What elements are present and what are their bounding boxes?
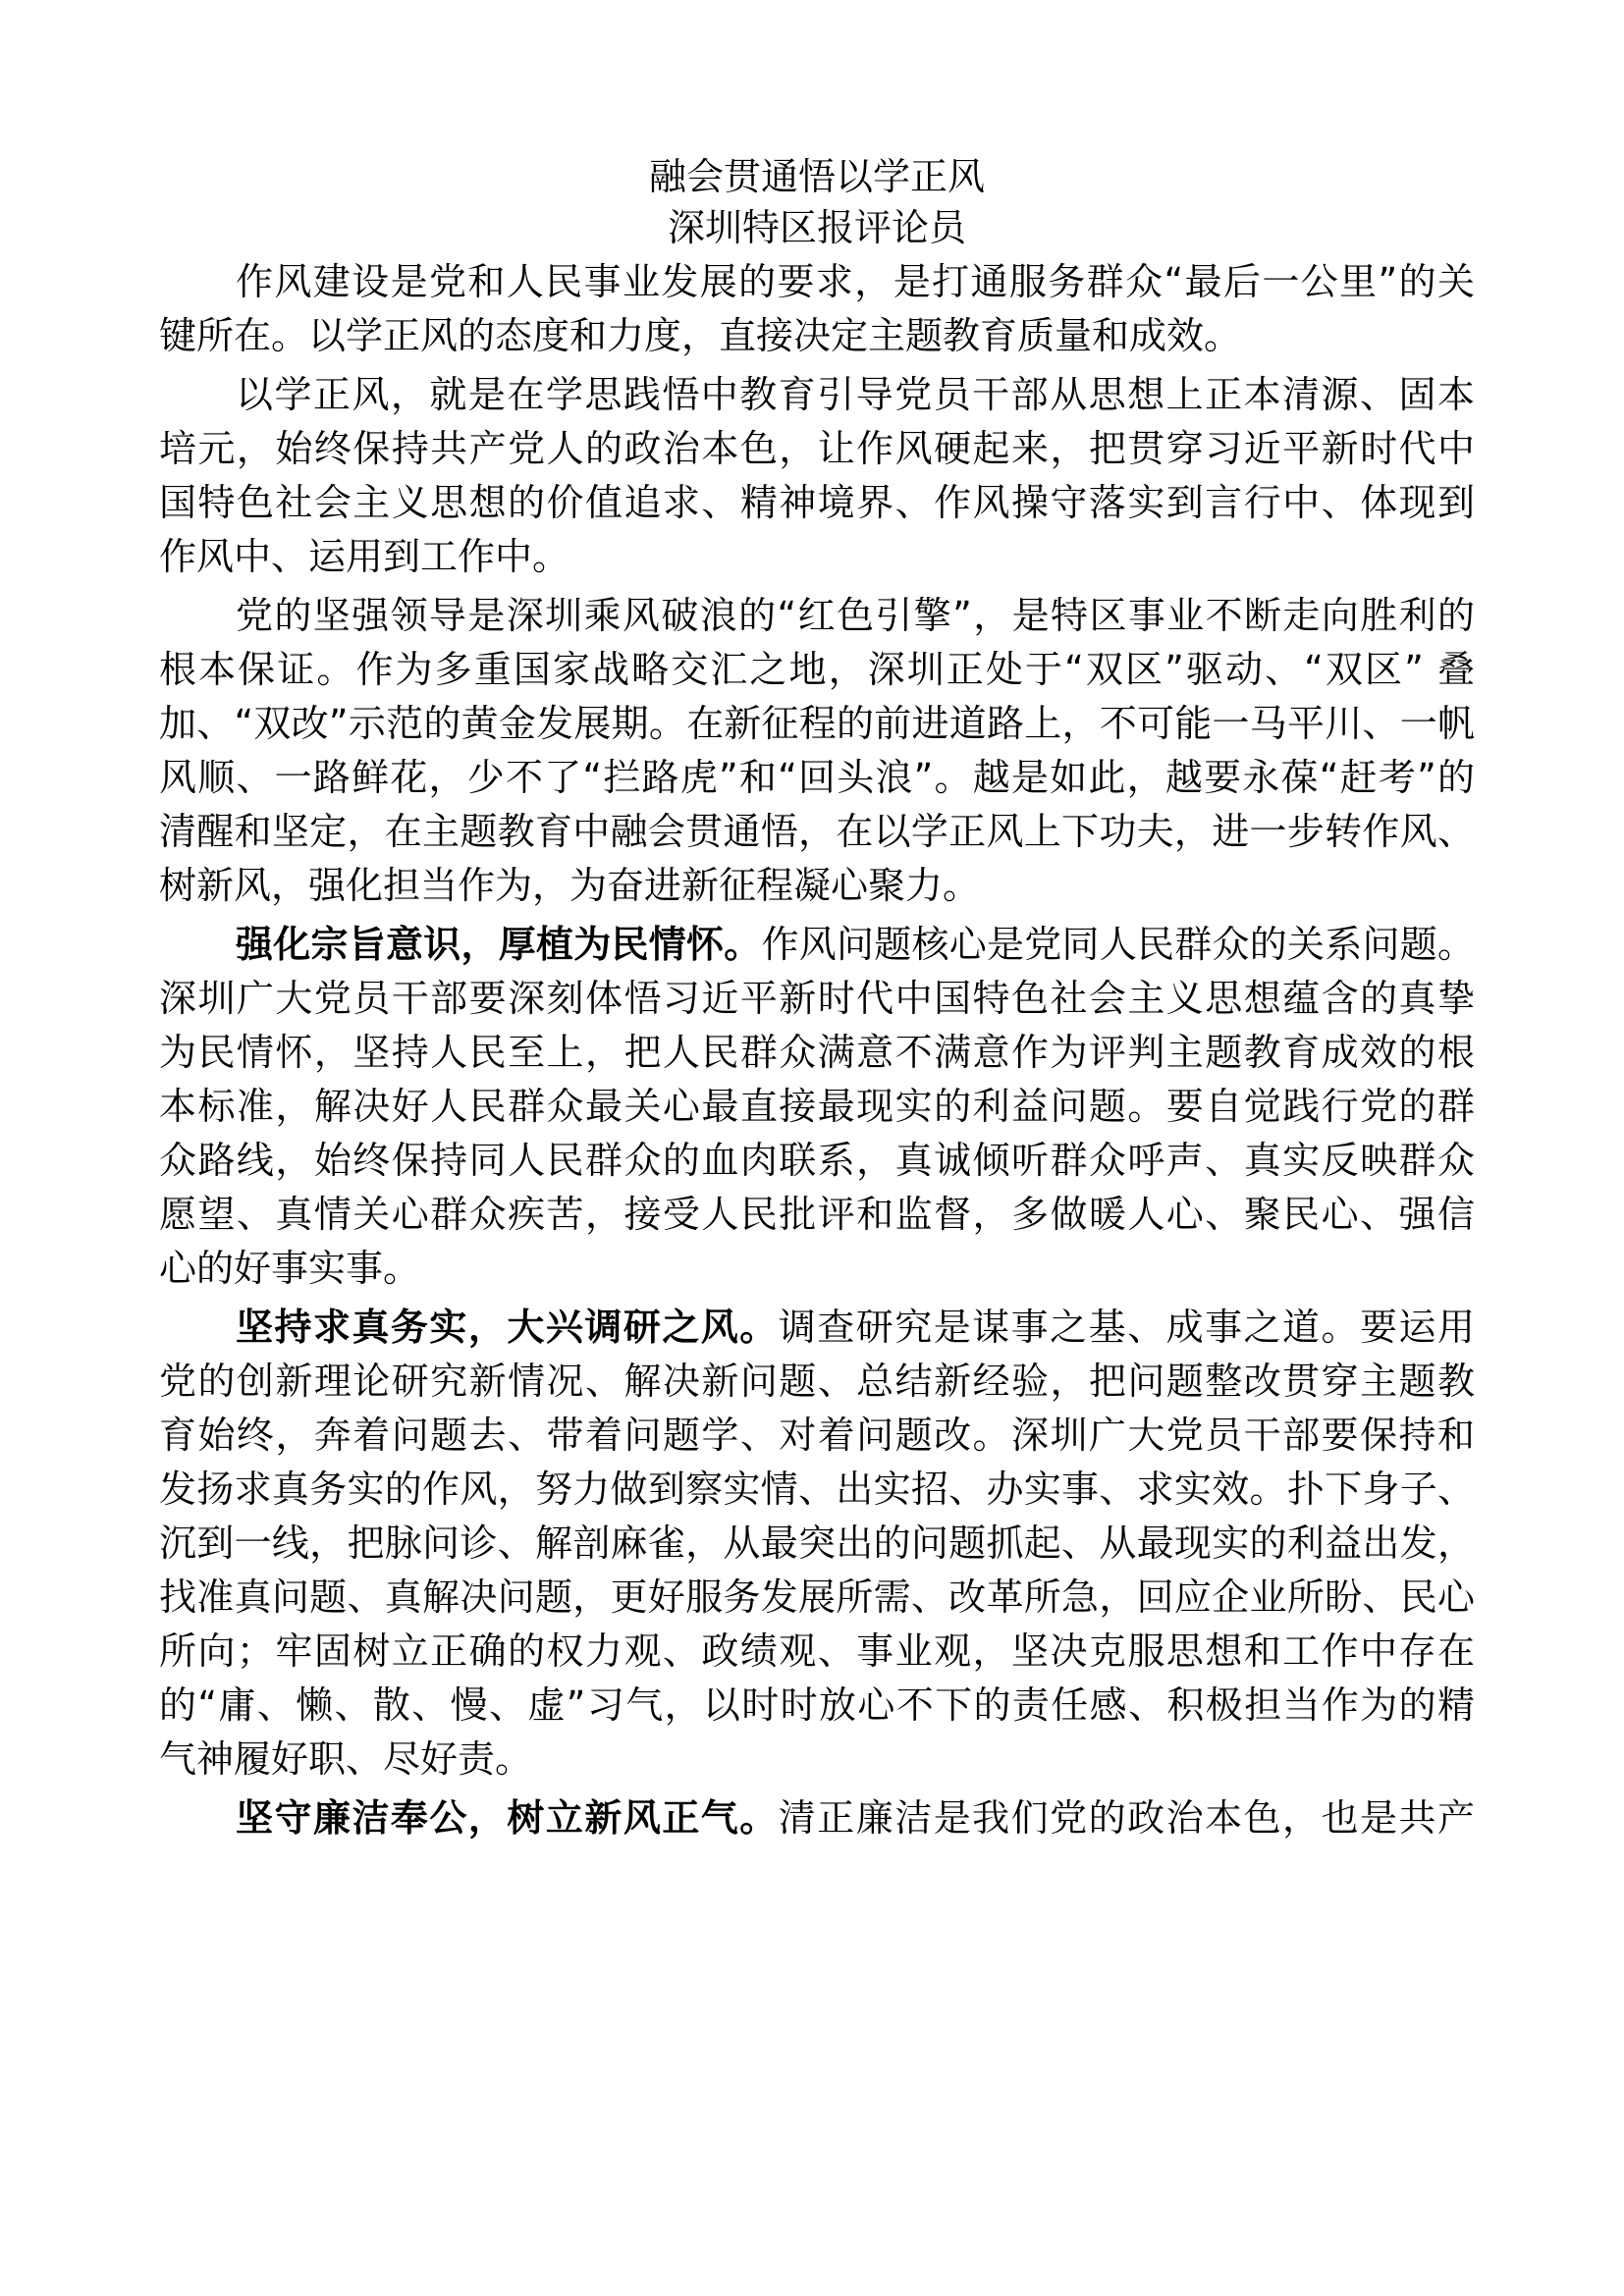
paragraph-line	[159, 1242, 1475, 1296]
line-text: 清正廉洁是我们党的政治本色，也是共产	[778, 1796, 1475, 1840]
line-text: 风顺、一路鲜花，少不了“拦路虎”和“回头浪”。越是如此，越要永葆“赶考”的	[159, 756, 1475, 799]
line-text: 沉到一线，把脉问诊、解剖麻雀，从最突出的问题抓起、从最现实的利益出发，	[159, 1522, 1475, 1565]
paragraph-line	[159, 918, 1475, 972]
paragraph-lead-heading: 坚守廉洁奉公，树立新风正气。	[236, 1796, 779, 1840]
line-text: 本标准，解决好人民群众最关心最直接最现实的利益问题。要自觉践行党的群	[159, 1085, 1475, 1128]
paragraph-line	[159, 1409, 1475, 1463]
line-text: 所向；牢固树立正确的权力观、政绩观、事业观，坚决克服思想和工作中存在	[159, 1629, 1475, 1673]
paragraph-lead-heading: 坚持求真务实，大兴调研之风。	[236, 1306, 779, 1349]
article-body	[159, 255, 1475, 1850]
paragraph	[159, 1301, 1475, 1787]
line-text: 众路线，始终保持同人民群众的血肉联系，真诚倾听群众呼声、真实反映群众	[159, 1139, 1475, 1182]
paragraph-line	[159, 368, 1475, 422]
line-text: 培元，始终保持共产党人的政治本色，让作风硬起来，把贯穿习近平新时代中	[159, 427, 1475, 470]
paragraph-line	[159, 805, 1475, 859]
line-text: 党的创新理论研究新情况、解决新问题、总结新经验，把问题整改贯穿主题教	[159, 1360, 1475, 1403]
article-author: 深圳特区报评论员	[667, 206, 966, 249]
line-text: 育始终，奔着问题去、带着问题学、对着问题改。深圳广大党员干部要保持和	[159, 1414, 1475, 1457]
paragraph-line	[159, 859, 1475, 913]
line-text: 键所在。以学正风的态度和力度，直接决定主题教育质量和成效。	[159, 314, 1242, 357]
paragraph-lead-heading: 强化宗旨意识，厚植为民情怀。	[236, 923, 762, 966]
paragraph-line	[159, 972, 1475, 1026]
line-text: 树新风，强化担当作为，为奋进新征程凝心聚力。	[159, 864, 981, 907]
paragraph-line	[159, 530, 1475, 584]
paragraph	[159, 1791, 1475, 1845]
line-text: 以学正风，就是在学思践悟中教育引导党员干部从思想上正本清源、固本	[236, 373, 1475, 416]
paragraph-line	[159, 751, 1475, 805]
paragraph-line	[159, 697, 1475, 751]
paragraph-line	[159, 1026, 1475, 1080]
line-text: 清醒和坚定，在主题教育中融会贯通悟，在以学正风上下功夫，进一步转作风、	[159, 810, 1475, 853]
paragraph-line	[159, 1625, 1475, 1679]
paragraph-line	[159, 643, 1475, 697]
paragraph-line	[159, 255, 1475, 309]
article-title: 融会贯通悟以学正风	[648, 155, 985, 198]
line-text: 党的坚强领导是深圳乘风破浪的“红色引擎”，是特区事业不断走向胜利的	[236, 594, 1475, 637]
paragraph-line	[159, 476, 1475, 530]
line-text: 作风中、运用到工作中。	[159, 535, 570, 578]
line-text: 心的好事实事。	[159, 1247, 421, 1290]
paragraph-line	[159, 1517, 1475, 1571]
paragraph-line	[159, 1791, 1475, 1845]
paragraph-line	[159, 1301, 1475, 1355]
line-text: 调查研究是谋事之基、成事之道。要运用	[778, 1306, 1475, 1349]
paragraph-line	[159, 1080, 1475, 1134]
line-text: 找准真问题、真解决问题，更好服务发展所需、改革所急，回应企业所盼、民心	[159, 1575, 1475, 1619]
line-text: 国特色社会主义思想的价值追求、精神境界、作风操守落实到言行中、体现到	[159, 481, 1475, 524]
line-text: 深圳广大党员干部要深刻体悟习近平新时代中国特色社会主义思想蕴含的真挚	[159, 977, 1475, 1020]
paragraph	[159, 255, 1475, 363]
line-text: 作风建设是党和人民事业发展的要求，是打通服务群众“最后一公里”的关	[236, 260, 1475, 303]
paragraph-line	[159, 309, 1475, 363]
paragraph-line	[159, 1733, 1475, 1787]
line-text: 加、“双改”示范的黄金发展期。在新征程的前进道路上，不可能一马平川、一帆	[159, 702, 1475, 745]
line-text: 的“庸、懒、散、慢、虚”习气，以时时放心不下的责任感、积极担当作为的精	[159, 1683, 1475, 1727]
line-text: 作风问题核心是党同人民群众的关系问题。	[761, 923, 1475, 966]
paragraph-line	[159, 1188, 1475, 1242]
line-text: 为民情怀，坚持人民至上，把人民群众满意不满意作为评判主题教育成效的根	[159, 1031, 1475, 1074]
line-text: 发扬求真务实的作风，努力做到察实情、出实招、办实事、求实效。扑下身子、	[159, 1468, 1475, 1511]
paragraph-line	[159, 589, 1475, 643]
paragraph	[159, 589, 1475, 913]
paragraph	[159, 918, 1475, 1296]
paragraph-line	[159, 1463, 1475, 1517]
paragraph-line	[159, 1679, 1475, 1733]
paragraph-line	[159, 422, 1475, 476]
line-text: 气神履好职、尽好责。	[159, 1737, 533, 1781]
line-text: 愿望、真情关心群众疾苦，接受人民批评和监督，多做暖人心、聚民心、强信	[159, 1193, 1475, 1236]
paragraph-line	[159, 1134, 1475, 1188]
paragraph-line	[159, 1571, 1475, 1625]
paragraph	[159, 368, 1475, 584]
line-text: 根本保证。作为多重国家战略交汇之地，深圳正处于“双区”驱动、“双区” 叠	[159, 648, 1475, 691]
paragraph-line	[159, 1355, 1475, 1409]
